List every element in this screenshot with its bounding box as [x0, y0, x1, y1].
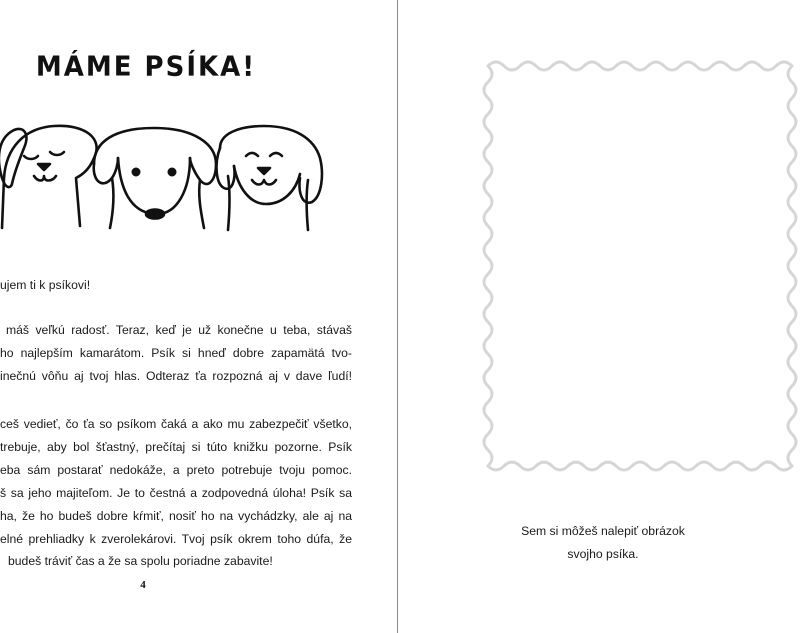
text-line: ceš vedieť, čo ťa so psíkom čaká a ako mu zabezpečiť všetko,: [0, 417, 352, 431]
text-line: trebuje, aby bol šťastný, prečítaj si túto knižku pozorne. Psík: [0, 440, 352, 454]
text-line: ujem ti k psíkovi!: [0, 278, 91, 292]
left-page: [0, 0, 397, 633]
page-number: 4: [140, 579, 146, 591]
text-line: máš veľkú radosť. Teraz, keď je už konečne u teba, stávaš: [6, 323, 352, 337]
page-title: MÁME PSÍKA!: [35, 51, 257, 83]
caption-line: Sem si môžeš nalepiť obrázok: [521, 524, 685, 538]
text-line: ho najlepším kamarátom. Psík si hneď dobre zapamätá tvo-: [0, 346, 352, 360]
three-dogs-illustration: [0, 118, 334, 238]
caption-line: svojho psíka.: [567, 547, 639, 561]
text-line: inečnú vôňu aj tvoj hlas. Odteraz ťa rozpozná aj v dave ľudí!: [0, 369, 352, 383]
text-line: ha, že ho budeš dobre kŕmiť, nosiť ho na vychádzky, ale aj na: [0, 509, 352, 523]
photo-frame: [478, 56, 800, 476]
text-line: š sa jeho majiteľom. Je to čestná a zodpovedná úloha! Psík sa: [0, 486, 352, 500]
text-line: budeš tráviť čas a že sa spolu poriadne zabavite!: [8, 554, 273, 568]
text-line: eba sám postarať nedokáže, a preto potrebuje tvoju pomoc.: [0, 463, 352, 477]
text-line: elné prehliadky k zverolekárovi. Tvoj psík okrem toho dúfa, že: [0, 532, 352, 546]
photo-caption: [398, 520, 800, 566]
right-page: [398, 0, 800, 633]
